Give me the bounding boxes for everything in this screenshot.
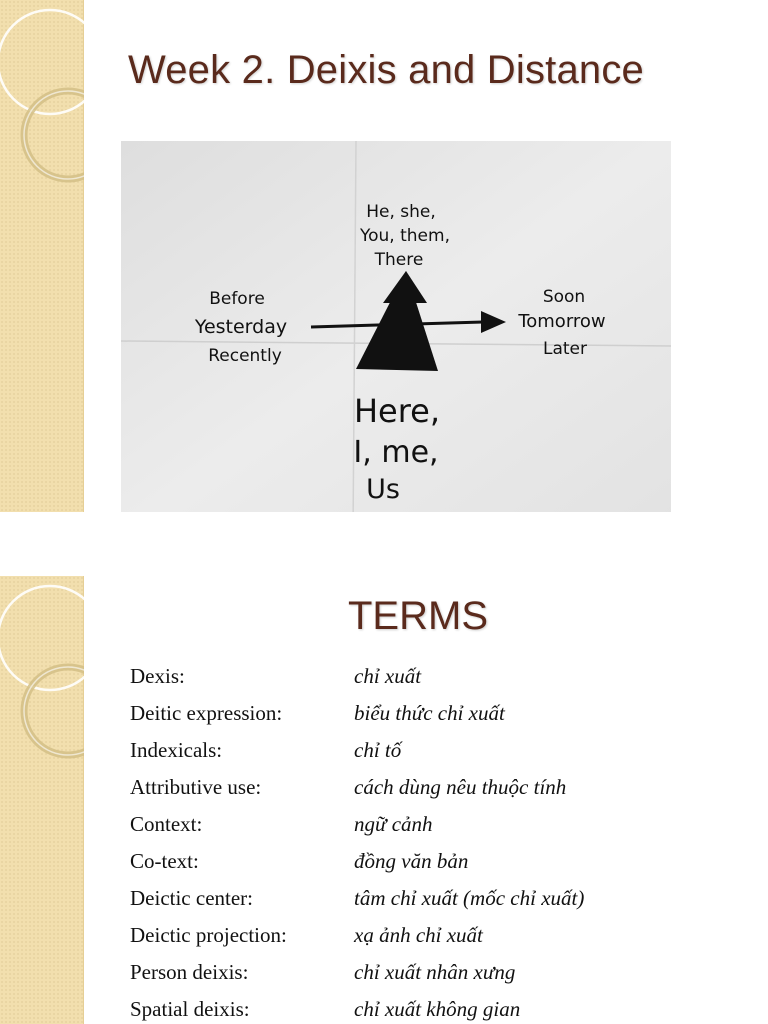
right-label-line-2: Tomorrow [518,311,606,332]
term-row [130,991,750,1024]
left-label-line-2: Yesterday [194,316,288,338]
term-row [130,917,750,954]
term-english: Spatial deixis: [130,997,250,1021]
term-english: Attributive use: [130,775,262,799]
term-vietnamese: chỉ tố [354,738,402,762]
terms-list [130,658,750,1024]
term-english: Indexicals: [130,738,223,762]
bottom-label-line-3: Us [366,474,400,505]
slide-gap [0,512,768,576]
term-english: Dexis: [130,664,185,688]
term-english: Context: [130,812,203,836]
terms-title: TERMS [348,594,488,638]
term-vietnamese: ngữ cảnh [354,812,433,836]
top-label-line-3: There [374,250,424,270]
term-vietnamese: cách dùng nêu thuộc tính [354,775,567,799]
left-label-line-1: Before [209,289,265,309]
term-row [130,732,750,769]
term-row [130,954,750,991]
term-row [130,880,750,917]
decorative-circles-2 [0,576,84,1024]
term-row [130,769,750,806]
decorative-side-strip-2 [0,576,84,1024]
term-english: Deictic projection: [130,923,287,947]
term-vietnamese: đồng văn bản [354,849,469,873]
decorative-circles [0,0,84,512]
term-row [130,806,750,843]
top-label-line-2: You, them, [360,226,450,246]
term-english: Deitic expression: [130,701,283,725]
slide-terms [0,576,768,1024]
slide-title: Week 2. Deixis and Distance [128,48,645,92]
term-row [130,695,750,732]
term-vietnamese: biểu thức chỉ xuất [354,701,505,725]
term-row [130,658,750,695]
bottom-label-line-2: I, me, [353,435,439,470]
term-english: Person deixis: [130,960,249,984]
right-label-line-3: Later [542,339,588,359]
top-label-line-1: He, she, [366,202,436,222]
term-row [130,843,750,880]
left-label-line-3: Recently [208,346,282,366]
term-vietnamese: xạ ảnh chỉ xuất [354,923,483,947]
deixis-diagram-photo [121,141,671,512]
term-vietnamese: chỉ xuất [354,664,422,688]
term-vietnamese: chỉ xuất nhân xưng [354,960,516,984]
term-english: Co-text: [130,849,199,873]
right-label-line-1: Soon [542,287,586,307]
term-vietnamese: tâm chỉ xuất (mốc chỉ xuất) [354,886,585,910]
term-english: Deictic center: [130,886,254,910]
term-vietnamese: chỉ xuất không gian [354,997,521,1021]
bottom-label-line-1: Here, [353,392,441,430]
decorative-side-strip [0,0,84,512]
